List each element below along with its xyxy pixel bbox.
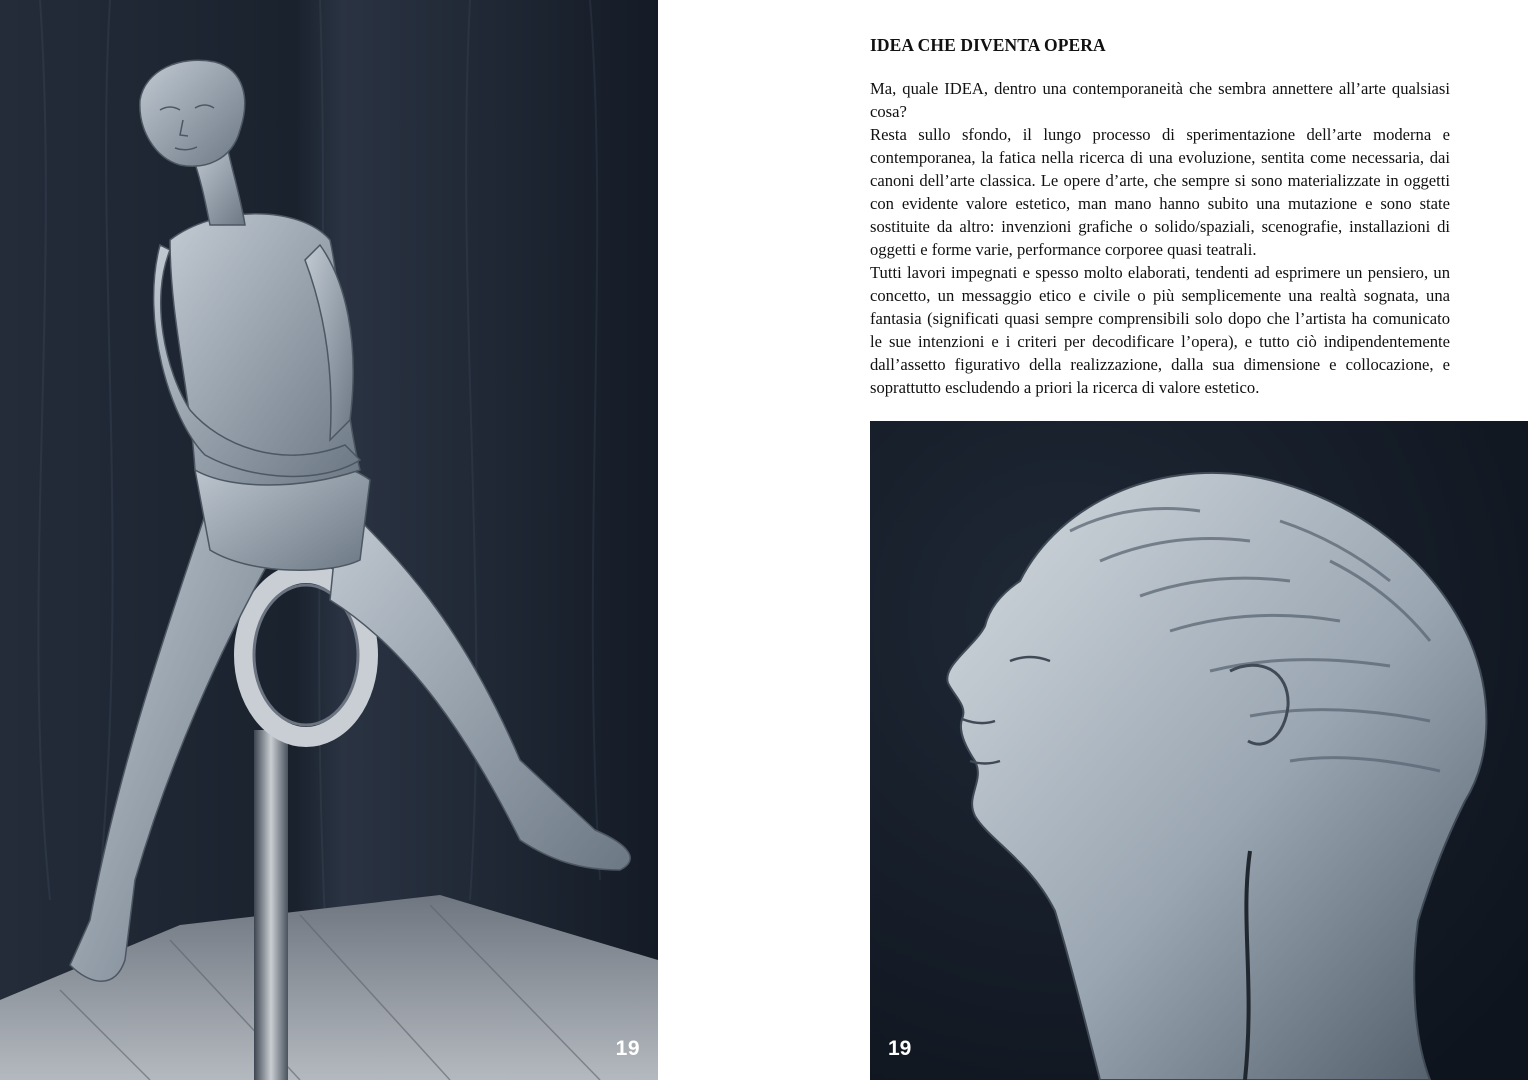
left-page-number: 19 bbox=[615, 1037, 640, 1060]
essay-text bbox=[870, 34, 1450, 399]
left-page-photo bbox=[0, 0, 658, 1080]
essay-paragraph: Ma, quale IDEA, dentro una contemporaneità che sembra annettere all’arte qualsiasi cosa? bbox=[870, 79, 1450, 121]
essay-body bbox=[870, 77, 1450, 399]
sculpture-full-figure-photo bbox=[0, 0, 658, 1080]
support-pole bbox=[254, 730, 288, 1080]
essay-paragraph: Resta sullo sfondo, il lungo processo di sperimentazione dell’arte moderna e contemporanea, la fatica nella ricerca di una evoluzione, sentita come necessaria, dai canoni dell’arte classica. Le opere d’arte, che sempre si sono materializzate in oggetti con evidente valore estetico, man mano hanno subito una mutazione e sono state sostituite da altro: invenzioni grafiche o solido/spaziali, scenografie, installazioni di oggetti e forme varie, performance corporee quasi teatrali. bbox=[870, 125, 1450, 259]
sculpture-head-profile-photo bbox=[870, 421, 1528, 1080]
right-page-photo bbox=[870, 421, 1528, 1080]
right-page-number: 19 bbox=[888, 1037, 912, 1060]
right-page bbox=[658, 0, 1528, 1080]
essay-paragraph: Tutti lavori impegnati e spesso molto elaborati, tendenti ad esprimere un pensiero, un concetto, un messaggio etico e civile o più semplicemente una realtà sognata, una fantasia (significati quasi sempre comprensibili solo dopo che l’artista ha comunicato le sue intenzioni e i criteri per decodificare l’opera), e tutto ciò indipendentemente dall’assetto figurativo della realizzazione, dalla sua dimensione e collocazione, e soprattutto escludendo a priori la ricerca di valore estetico. bbox=[870, 263, 1450, 397]
essay-title: IDEA CHE DIVENTA OPERA bbox=[870, 35, 1106, 55]
